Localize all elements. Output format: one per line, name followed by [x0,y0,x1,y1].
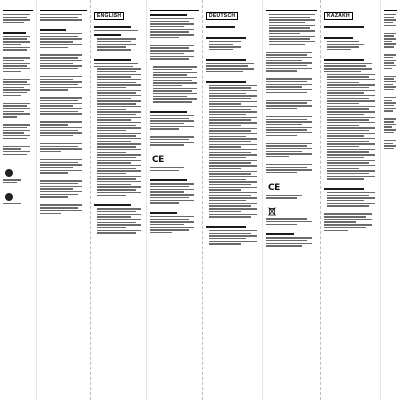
section-heading [206,226,246,228]
section-heading [150,111,187,113]
manufacturer-logo-icon [5,169,13,177]
section-heading [94,34,121,36]
section-heading [150,179,187,181]
service-logo-icon [5,193,13,201]
ce-mark: CE [152,155,164,166]
section-heading [40,29,66,31]
leaflet-column-2 [36,0,90,400]
section-heading [324,188,364,190]
section-heading [94,59,131,61]
section-heading [266,233,294,235]
section-heading [3,32,26,34]
section-heading [324,37,353,39]
leaflet-column-deutsch-2 [262,0,320,400]
leaflet-column-1 [0,0,36,400]
section-heading [324,59,364,61]
column-2-header-rule [40,4,87,11]
section-heading [206,26,235,28]
leaflet-column-english-1 [90,0,146,400]
column-8-header-rule [384,4,397,11]
ce-mark-de: CE [268,182,280,193]
language-header-deutsch: DEUTSCH [206,12,238,20]
section-heading [206,59,246,61]
leaflet-column-kazakh-1 [320,0,380,400]
leaflet-column-deutsch-1 [202,0,262,400]
leaflet-column-english-2 [146,0,202,400]
column-4-header-rule [150,4,199,11]
column-1-header-rule [3,4,33,11]
section-heading [324,26,364,28]
leaflet-column-kazakh-2 [380,0,400,400]
language-header-english: ENGLISH [94,12,124,20]
section-heading [150,212,177,214]
column-6-header-rule [266,4,317,11]
section-heading [150,14,187,16]
section-heading [206,81,246,83]
language-header-kazakh: KAZAKH [324,12,353,20]
section-heading [206,37,246,39]
section-heading [94,204,131,206]
crossed-bin-icon [268,207,276,216]
section-heading [94,26,131,28]
